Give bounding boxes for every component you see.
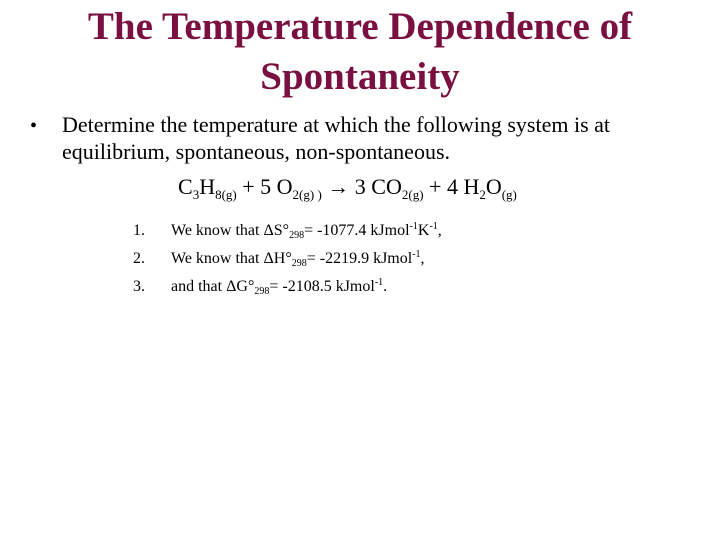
equation-plus-h2o: + 4 H xyxy=(423,174,480,199)
list-item-text xyxy=(171,273,387,301)
equation-h: H xyxy=(199,174,216,199)
bullet-marker: • xyxy=(30,115,38,137)
title-line-1: The Temperature Dependence of xyxy=(87,5,633,48)
list-item-gibbs xyxy=(133,273,442,301)
chemical-equation xyxy=(178,173,517,201)
equation-o2-sub: 2(g) ) xyxy=(292,187,322,202)
list-item-entropy xyxy=(133,217,442,245)
item-prefix: and that ΔG° xyxy=(171,278,255,295)
equation-c-sub: 3 xyxy=(192,187,200,202)
list-number: 3. xyxy=(133,278,145,295)
equation-h2o-sub: 2 xyxy=(479,187,486,202)
item-sup: -1 xyxy=(412,249,421,260)
list-number: 2. xyxy=(133,250,145,267)
equation-co2-sub: 2(g) xyxy=(401,187,424,202)
item-value: = -1077.4 kJmol xyxy=(304,222,410,239)
equation-h-sub: 8(g) xyxy=(215,187,237,202)
equation-o: O xyxy=(485,174,502,199)
item-sub: 298 xyxy=(289,230,305,241)
list-item-text xyxy=(171,217,442,245)
list-item-enthalpy xyxy=(133,245,442,273)
item-sup: -1 xyxy=(409,221,418,232)
item-prefix: We know that ΔH° xyxy=(171,250,292,267)
item-sub: 298 xyxy=(254,286,270,297)
equation-co2: 3 CO xyxy=(354,174,402,199)
item-value: = -2219.9 kJmol xyxy=(306,250,413,267)
equation-c: C xyxy=(178,174,193,199)
list-item-text xyxy=(171,245,425,273)
item-suffix: . xyxy=(383,278,388,295)
list-number: 1. xyxy=(133,222,145,239)
item-sup: -1 xyxy=(374,277,384,288)
equation-o-sub: (g) xyxy=(501,187,517,202)
bullet-text: Determine the temperature at which the following system is at equilibrium, spontaneous, non-spontaneous. xyxy=(62,112,611,164)
item-value: = -2108.5 kJmol xyxy=(269,278,375,295)
item-sup: -1 xyxy=(429,221,438,232)
equation-plus-o2: + 5 O xyxy=(236,174,293,199)
title-line-2: Spontaneity xyxy=(260,55,460,98)
item-suffix: , xyxy=(420,250,425,267)
item-sub: 298 xyxy=(291,258,307,269)
item-suffix: , xyxy=(437,222,442,239)
slide-title xyxy=(0,2,720,102)
reaction-arrow: → xyxy=(321,174,355,199)
numbered-list xyxy=(133,217,442,301)
item-prefix: We know that ΔS° xyxy=(171,222,290,239)
item-unit: K xyxy=(417,222,430,239)
